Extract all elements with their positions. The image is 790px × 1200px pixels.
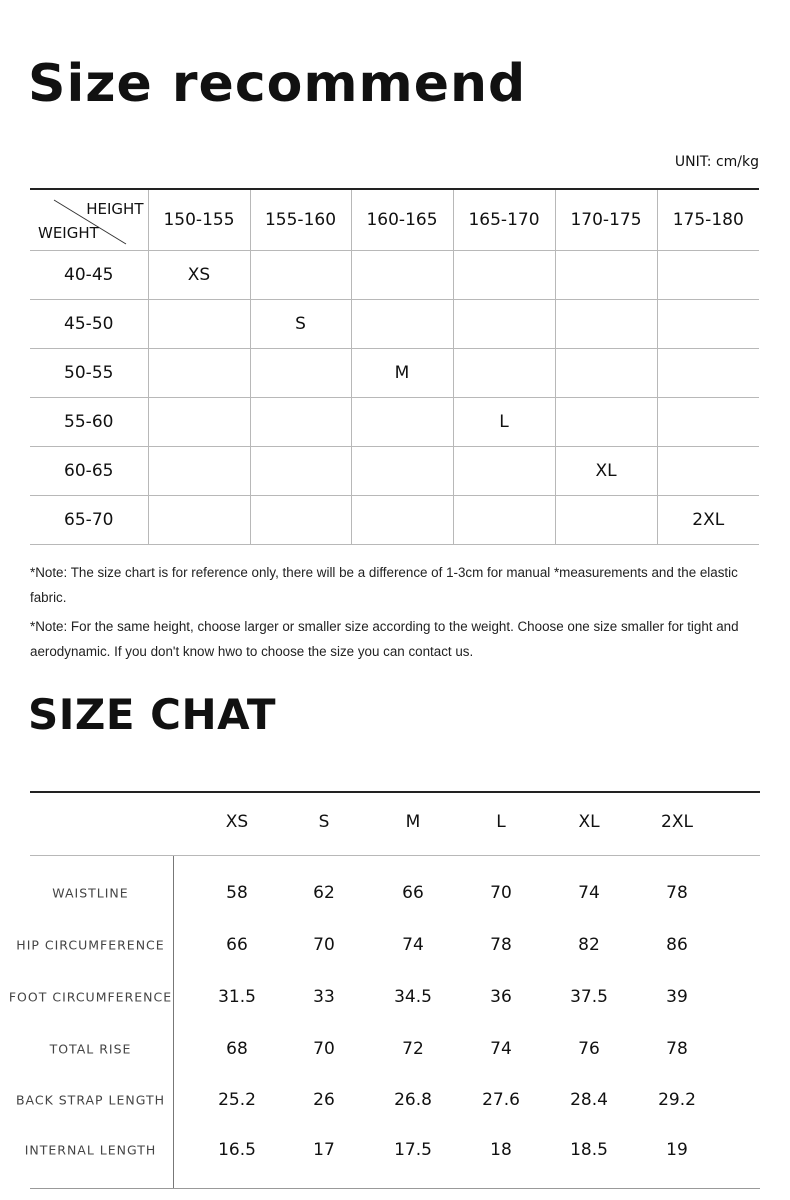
note-reference: *Note: The size chart is for reference only, there will be a difference of 1-3cm for manual *measurements and the elastic fabric. (30, 565, 738, 605)
measurement-value: 82 (578, 935, 600, 955)
size-cell (555, 495, 657, 544)
height-header: 150-155 (148, 189, 250, 250)
size-cell (148, 299, 250, 348)
size-cell (351, 495, 453, 544)
measurement-value: 16.5 (218, 1140, 256, 1160)
weight-axis-label: WEIGHT (38, 223, 99, 242)
table-row (30, 348, 759, 397)
measurement-value: 19 (666, 1140, 688, 1160)
size-cell (657, 250, 759, 299)
size-cell (657, 348, 759, 397)
size-cell (555, 250, 657, 299)
height-header-row (30, 189, 759, 250)
measurement-value: 70 (313, 935, 335, 955)
measurement-value: 17.5 (394, 1140, 432, 1160)
measurement-value: 34.5 (394, 987, 432, 1007)
measurement-label: TOTAL RISE (49, 1041, 132, 1057)
corner-header-cell (30, 189, 148, 250)
size-cell (555, 397, 657, 446)
measurement-value: 72 (402, 1039, 424, 1059)
size-cell (351, 397, 453, 446)
size-cell (250, 250, 351, 299)
size-cell: XL (555, 446, 657, 495)
measurement-value: 37.5 (570, 987, 608, 1007)
measurement-value: 36 (490, 987, 512, 1007)
measurement-value: 74 (490, 1039, 512, 1059)
size-cell (250, 446, 351, 495)
size-cell (657, 299, 759, 348)
size-cell (351, 299, 453, 348)
size-cell (250, 397, 351, 446)
size-cell: M (351, 348, 453, 397)
size-cell (351, 446, 453, 495)
measurement-value: 18.5 (570, 1140, 608, 1160)
measurement-label: HIP CIRCUMFERENCE (16, 937, 165, 953)
size-cell (453, 446, 555, 495)
size-cell (351, 250, 453, 299)
measurement-value: 26.8 (394, 1090, 432, 1110)
table-row (30, 397, 759, 446)
measurement-value: 62 (313, 883, 335, 903)
height-header: 165-170 (453, 189, 555, 250)
measurement-value: 74 (402, 935, 424, 955)
divider-header (30, 855, 760, 856)
note-choose-size: *Note: For the same height, choose larger or smaller size according to the weight. Choose one size smaller for tight and aerodynamic. If you don't know hwo to choose the size you can contact us. (30, 619, 739, 659)
height-header: 170-175 (555, 189, 657, 250)
measurement-value: 86 (666, 935, 688, 955)
measurement-value: 76 (578, 1039, 600, 1059)
size-cell: L (453, 397, 555, 446)
weight-cell: 55-60 (30, 397, 148, 446)
measurement-label: BACK STRAP LENGTH (15, 1092, 166, 1108)
weight-cell: 65-70 (30, 495, 148, 544)
measurement-value: 58 (226, 883, 248, 903)
measurement-value: 18 (490, 1140, 512, 1160)
divider-bottom (30, 1188, 760, 1189)
notes-block (30, 560, 765, 668)
size-cell: S (250, 299, 351, 348)
measurement-label: INTERNAL LENGTH (24, 1142, 157, 1158)
table-row (30, 299, 759, 348)
measurement-value: 70 (313, 1039, 335, 1059)
measurement-value: 78 (666, 1039, 688, 1059)
size-column-header: XL (578, 812, 600, 832)
measurement-label: FOOT CIRCUMFERENCE (8, 989, 173, 1005)
measurement-value: 39 (666, 987, 688, 1007)
size-cell (148, 495, 250, 544)
size-cell: XS (148, 250, 250, 299)
size-cell (453, 348, 555, 397)
divider-top (30, 791, 760, 793)
size-cell (657, 446, 759, 495)
measurement-value: 68 (226, 1039, 248, 1059)
size-cell (555, 348, 657, 397)
size-cell (250, 348, 351, 397)
measurement-value: 31.5 (218, 987, 256, 1007)
measurement-value: 25.2 (218, 1090, 256, 1110)
measurement-value: 66 (402, 883, 424, 903)
size-cell (148, 446, 250, 495)
size-column-header: 2XL (661, 812, 693, 832)
weight-cell: 50-55 (30, 348, 148, 397)
size-cell (555, 299, 657, 348)
measurement-value: 66 (226, 935, 248, 955)
measurement-value: 78 (666, 883, 688, 903)
measurement-value: 74 (578, 883, 600, 903)
measurement-value: 28.4 (570, 1090, 608, 1110)
weight-cell: 60-65 (30, 446, 148, 495)
measurement-label: WAISTLINE (52, 885, 129, 901)
height-header: 175-180 (657, 189, 759, 250)
size-cell (453, 299, 555, 348)
measurement-value: 29.2 (658, 1090, 696, 1110)
size-cell (148, 348, 250, 397)
size-cell (148, 397, 250, 446)
measurement-value: 78 (490, 935, 512, 955)
size-cell (250, 495, 351, 544)
size-cell (453, 495, 555, 544)
measurement-value: 27.6 (482, 1090, 520, 1110)
divider-vertical (173, 856, 174, 1188)
height-header: 160-165 (351, 189, 453, 250)
size-column-header: S (318, 812, 330, 832)
height-header: 155-160 (250, 189, 351, 250)
size-recommend-table (30, 188, 759, 545)
size-column-header: L (496, 812, 506, 832)
weight-cell: 40-45 (30, 250, 148, 299)
table-row (30, 495, 759, 544)
size-recommend-title: Size recommend (28, 54, 527, 114)
weight-cell: 45-50 (30, 299, 148, 348)
size-chart-title: SIZE CHAT (28, 690, 277, 739)
height-axis-label: HEIGHT (86, 200, 144, 218)
size-cell (453, 250, 555, 299)
unit-label: UNIT: cm/kg (674, 154, 759, 170)
measurement-value: 26 (313, 1090, 335, 1110)
size-column-header: XS (225, 812, 249, 832)
measurement-value: 70 (490, 883, 512, 903)
size-column-header: M (405, 812, 421, 832)
measurement-value: 33 (313, 987, 335, 1007)
size-cell: 2XL (657, 495, 759, 544)
table-row (30, 250, 759, 299)
table-row (30, 446, 759, 495)
size-cell (657, 397, 759, 446)
measurement-value: 17 (313, 1140, 335, 1160)
